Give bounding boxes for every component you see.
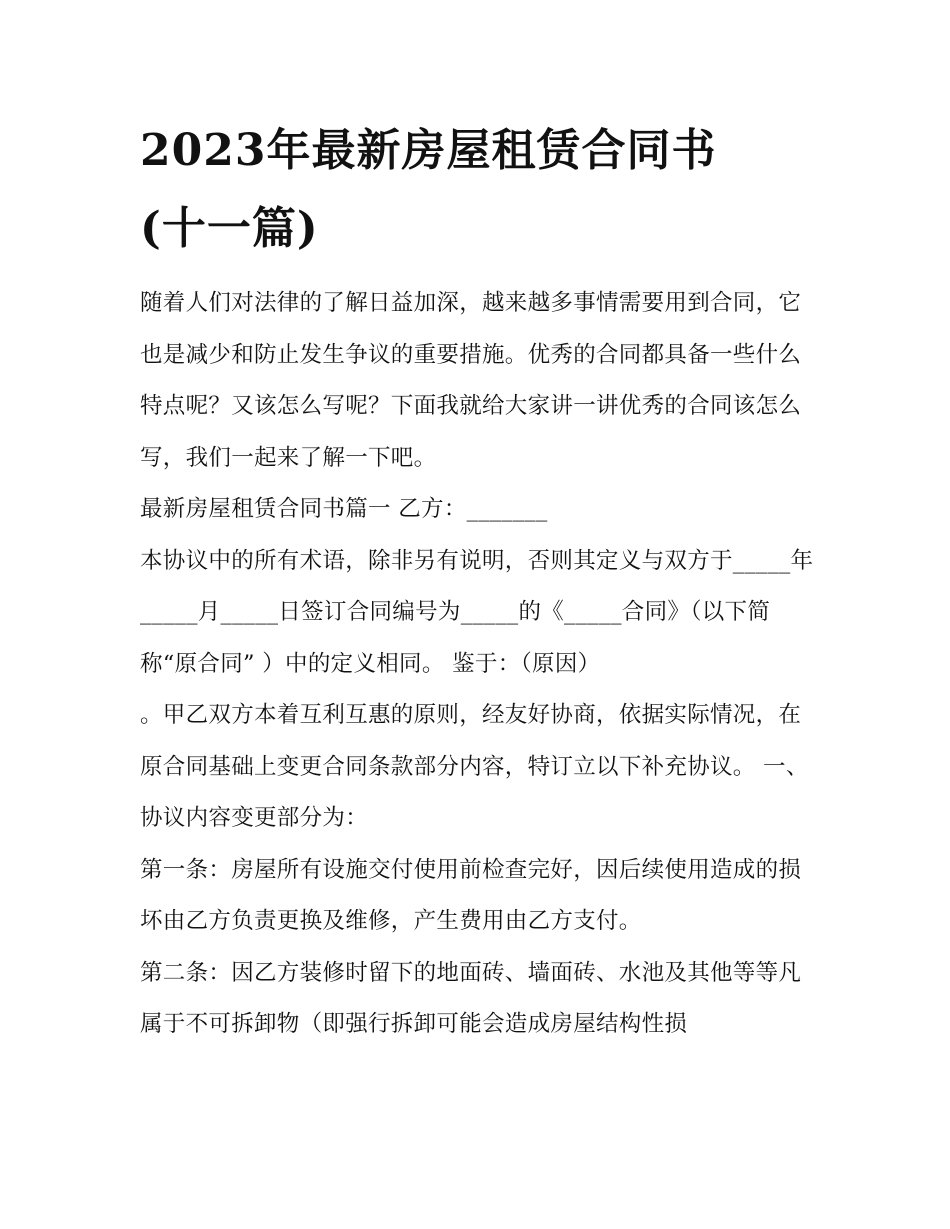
agreement-paragraph: 。甲乙双方本着互利互惠的原则，经友好协商，依据实际情况，在原合同基础上变更合同条款部分内容，特订立以下补充协议。 一、协议内容变更部分为： bbox=[140, 702, 809, 831]
section-heading-paragraph: 最新房屋租赁合同书篇一 乙方：_______ bbox=[140, 496, 548, 522]
document-page bbox=[140, 112, 820, 1051]
title-line-2: (十一篇) bbox=[140, 203, 319, 254]
document-title bbox=[140, 112, 820, 268]
article-1-paragraph: 第一条：房屋所有设施交付使用前检查完好，因后续使用造成的损坏由乙方负责更换及维修，产生费用由乙方支付。 bbox=[140, 856, 802, 934]
terms-paragraph: 本协议中的所有术语，除非另有说明，否则其定义与双方于_____年_____月_____日签订合同编号为_____的《_____合同》（以下简称“原合同” ）中的定义相同。 鉴于：（原因） bbox=[140, 547, 814, 677]
article-2-paragraph: 第二条：因乙方装修时留下的地面砖、墙面砖、水池及其他等等凡属于不可拆卸物（即强行拆卸可能会造成房屋结构性损 bbox=[140, 959, 802, 1037]
intro-paragraph: 随着人们对法律的了解日益加深，越来越多事情需要用到合同，它也是减少和防止发生争议的重要措施。优秀的合同都具备一些什么特点呢？又该怎么写呢？下面我就给大家讲一讲优秀的合同该怎么写，我们一起来了解一下吧。 bbox=[140, 290, 802, 471]
title-line-1: 2023年最新房屋租赁合同书 bbox=[140, 125, 717, 176]
